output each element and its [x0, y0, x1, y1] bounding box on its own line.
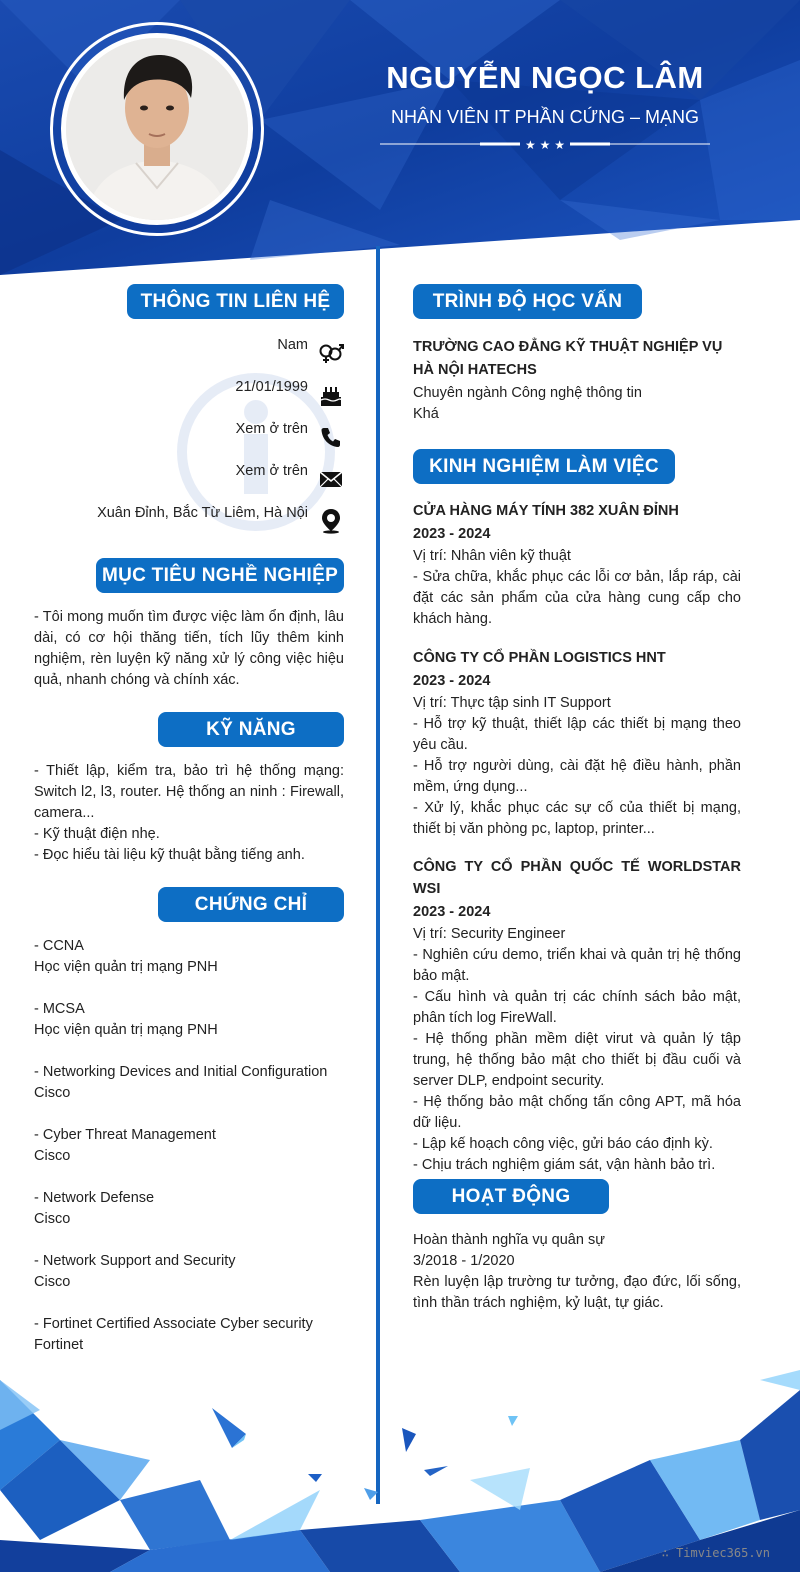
- skills-heading: KỸ NĂNG: [158, 712, 344, 747]
- job-duty: - Lập kế hoạch công việc, gửi báo cáo định kỳ.: [413, 1136, 713, 1152]
- contact-gender: Nam: [277, 337, 308, 353]
- certificate-item: [34, 1314, 354, 1356]
- experience-job: [413, 500, 741, 630]
- job-duty: - Chịu trách nghiệm giám sát, vận hành bảo trì.: [413, 1157, 716, 1173]
- envelope-icon: [318, 466, 344, 492]
- contact-email: Xem ở trên: [235, 463, 308, 479]
- activity-description: Rèn luyện lập trường tư tưởng, đạo đức, lối sống, tình thần trách nghiệm, kỷ luật, tự giác.: [413, 1274, 741, 1311]
- contact-email-row: [236, 462, 344, 492]
- experience-job: [413, 647, 741, 840]
- certificate-issuer: Cisco: [34, 1148, 71, 1164]
- column-divider: [376, 246, 380, 1504]
- job-duty: - Xử lý, khắc phục các sự cố của thiết bị mạng, thiết bị văn phòng pc, laptop, printer...: [413, 800, 741, 837]
- job-company: CÔNG TY CỔ PHẦN QUỐC TẾ WORLDSTAR WSI: [413, 859, 741, 897]
- certificate-issuer: Cisco: [34, 1274, 71, 1290]
- certificate-item: [34, 1188, 354, 1230]
- certificate-name: - MCSA: [34, 1001, 85, 1017]
- footer-background: [0, 1370, 800, 1572]
- job-duty: - Hỗ trợ kỹ thuật, thiết lập các thiết bị mạng theo yêu cầu.: [413, 716, 741, 753]
- contact-phone-row: [236, 420, 344, 450]
- job-position: Vị trí: Nhân viên kỹ thuật: [413, 548, 571, 564]
- job-position: Vị trí: Thực tập sinh IT Support: [413, 695, 611, 711]
- contact-heading: THÔNG TIN LIÊN HỆ: [127, 284, 344, 319]
- activity-title: Hoàn thành nghĩa vụ quân sự: [413, 1232, 605, 1248]
- job-period: 2023 - 2024: [413, 904, 491, 920]
- contact-gender-row: [277, 336, 344, 366]
- certificate-issuer: Học viện quản trị mạng PNH: [34, 959, 218, 975]
- site-watermark: ∴ Timviec365.vn: [661, 1546, 770, 1560]
- job-period: 2023 - 2024: [413, 673, 491, 689]
- candidate-name: NGUYỄN NGỌC LÂM: [386, 60, 704, 95]
- experience-heading: KINH NGHIỆM LÀM VIỆC: [413, 449, 675, 484]
- certificate-item: [34, 1251, 354, 1293]
- objective-text: - Tôi mong muốn tìm được việc làm ổn định, lâu dài, có cơ hội thăng tiến, tích lũy thêm kinh nghiệm, rèn luyện kỹ năng xử lý công việc hiệu quả, nhanh chóng và chính xác.: [34, 609, 344, 688]
- certificate-issuer: Fortinet: [34, 1337, 84, 1353]
- contact-phone: Xem ở trên: [235, 421, 308, 437]
- education-block: [413, 336, 743, 425]
- activities-block: [413, 1230, 741, 1314]
- certificate-name: - Cyber Threat Management: [34, 1127, 216, 1143]
- avatar: [61, 33, 253, 225]
- education-school: TRƯỜNG CAO ĐẲNG KỸ THUẬT NGHIỆP VỤ HÀ NỘI HATECHS: [413, 339, 723, 378]
- job-duty: - Hệ thống bảo mật chống tấn công APT, mã hóa dữ liệu.: [413, 1094, 741, 1131]
- certificate-issuer: Cisco: [34, 1085, 71, 1101]
- certificates-heading: CHỨNG CHỈ: [158, 887, 344, 922]
- certificate-name: - Network Defense: [34, 1190, 155, 1206]
- person-photo-icon: [66, 38, 248, 220]
- certificate-issuer: Học viện quản trị mạng PNH: [34, 1022, 218, 1038]
- objective-heading: MỤC TIÊU NGHỀ NGHIỆP: [96, 558, 344, 593]
- certificate-item: [34, 999, 354, 1041]
- location-pin-icon: [318, 508, 344, 534]
- skill-item: - Đọc hiểu tài liệu kỹ thuật bằng tiếng anh.: [34, 847, 305, 863]
- svg-text:★ ★ ★: ★ ★ ★: [525, 138, 565, 152]
- contact-birthday: 21/01/1999: [235, 379, 308, 395]
- experience-job: [413, 856, 741, 1176]
- job-period: 2023 - 2024: [413, 526, 491, 542]
- certificate-name: - Networking Devices and Initial Configuration: [34, 1064, 328, 1080]
- job-position: Vị trí: Security Engineer: [413, 926, 566, 942]
- certificate-item: [34, 1125, 354, 1167]
- job-company: CÔNG TY CỔ PHẦN LOGISTICS HNT: [413, 650, 666, 666]
- job-duty: - Hỗ trợ người dùng, cài đặt hệ điều hành, phần mềm, ứng dụng...: [413, 758, 741, 795]
- job-duty: - Sửa chữa, khắc phục các lỗi cơ bản, lắp ráp, cài đặt các sản phẩm của cửa hàng cung cấp cho khách hàng.: [413, 569, 741, 627]
- contact-birthday-row: [235, 378, 344, 408]
- certificate-item: [34, 936, 354, 978]
- skills-list: [34, 761, 344, 866]
- activities-heading: HOẠT ĐỘNG: [413, 1179, 609, 1214]
- phone-icon: [318, 424, 344, 450]
- certificates-list: [34, 936, 354, 1356]
- job-duty: - Cấu hình và quản trị các chính sách bảo mật, phân tích log FireWall.: [413, 989, 741, 1026]
- gender-icon: [318, 340, 344, 366]
- education-major: Chuyên ngành Công nghệ thông tin: [413, 385, 642, 401]
- certificate-name: - CCNA: [34, 938, 84, 954]
- education-grade: Khá: [413, 406, 439, 422]
- birthday-cake-icon: [318, 382, 344, 408]
- skill-item: - Kỹ thuật điện nhẹ.: [34, 826, 160, 842]
- skill-item: - Thiết lập, kiểm tra, bảo trì hệ thống mạng: Switch l2, l3, router. Hệ thống an ninh : Firewall, camera...: [34, 763, 344, 821]
- title-divider: [380, 136, 710, 152]
- certificate-item: [34, 1062, 354, 1104]
- contact-address: Xuân Đỉnh, Bắc Từ Liêm, Hà Nội: [97, 505, 308, 521]
- education-heading: TRÌNH ĐỘ HỌC VẤN: [413, 284, 642, 319]
- job-duty: - Hệ thống phần mềm diệt virut và quản lý tập trung, hệ thống bảo mật cho thiết bị đầu cuối và server DLP, endpoint security.: [413, 1031, 741, 1089]
- job-duty: - Nghiên cứu demo, triển khai và quản trị hệ thống bảo mật.: [413, 947, 741, 984]
- job-company: CỬA HÀNG MÁY TÍNH 382 XUÂN ĐỈNH: [413, 503, 679, 519]
- certificate-issuer: Cisco: [34, 1211, 71, 1227]
- candidate-job-title: NHÂN VIÊN IT PHẦN CỨNG – MẠNG: [390, 107, 700, 127]
- certificate-name: - Network Support and Security: [34, 1253, 236, 1269]
- certificate-name: - Fortinet Certified Associate Cyber security: [34, 1316, 313, 1332]
- contact-address-row: [97, 504, 344, 534]
- activity-period: 3/2018 - 1/2020: [413, 1253, 515, 1269]
